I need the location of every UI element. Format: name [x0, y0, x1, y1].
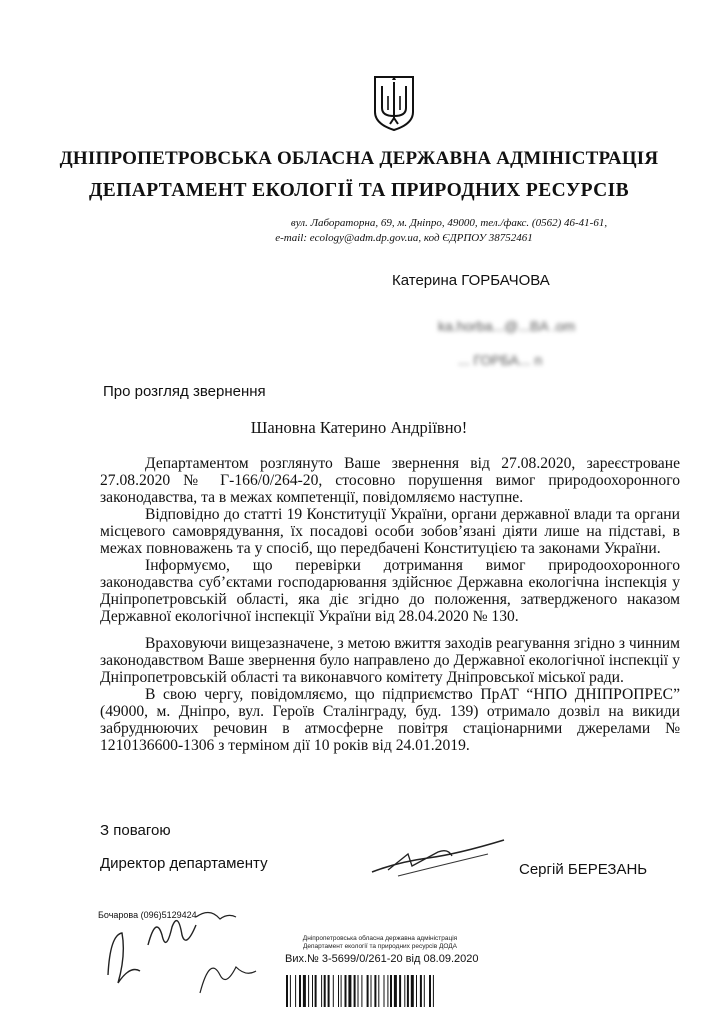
body-paragraph: Інформуємо, що перевірки дотримання вимог природоохоронного законодавства суб’єктами господарювання здійснює Державна екологічна інспекція у Дніпропетровській області, яка діє згідно до положення, затвердженого наказом Державної екологічної інспекції України від 28.04.2020 № 130.	[100, 557, 680, 625]
recipient-line-blurred: ... ГОРБА... n	[458, 352, 543, 368]
letter-body	[100, 455, 680, 754]
barcode-bar	[308, 975, 309, 1007]
barcode-bar	[411, 975, 414, 1007]
barcode	[286, 975, 472, 1007]
barcode-bar	[328, 975, 330, 1007]
closing-phrase: З повагою	[100, 822, 171, 839]
barcode-bar	[348, 975, 351, 1007]
letter-subject: Про розгляд звернення	[103, 383, 266, 400]
barcode-bar	[420, 975, 422, 1007]
barcode-bar	[286, 975, 288, 1007]
barcode-bar	[378, 975, 379, 1007]
barcode-bar	[345, 975, 347, 1007]
outgoing-number: Вих.№ 3-5699/0/261-20 від 08.09.2020	[285, 953, 479, 965]
barcode-bar	[341, 975, 342, 1007]
body-paragraph: Департаментом розглянуто Ваше звернення від 27.08.2020, зареєстроване 27.08.2020 № Г-166/0/264-20, стосовно порушення вимог природоохоронного законодавства, та в межах компетенції, повідомляємо наступне.	[100, 455, 680, 506]
barcode-bar	[390, 975, 392, 1007]
barcode-bar	[333, 975, 334, 1007]
barcode-bar	[433, 975, 434, 1007]
barcode-bar	[371, 975, 372, 1007]
signer-name: Сергій БЕРЕЗАНЬ	[519, 861, 648, 878]
signer-position: Директор департаменту	[100, 855, 268, 872]
department-name: ДЕПАРТАМЕНТ ЕКОЛОГІЇ ТА ПРИРОДНИХ РЕСУРСІВ	[88, 180, 630, 201]
recipient-name: Катерина ГОРБАЧОВА	[392, 272, 550, 289]
barcode-bar	[404, 975, 405, 1007]
barcode-bar	[299, 975, 301, 1007]
handwritten-signature	[368, 832, 508, 882]
body-paragraph: Враховуючи вищезазначене, з метою вжиття заходів реагування згідно з чинним законодавством Ваше звернення було направлено до Державної екологічної інспекції у Дніпропетровській області та виконавчого комітету Дніпровської міської ради.	[100, 635, 680, 686]
contact-line: e-mail: ecology@adm.dp.gov.ua, код ЄДРПОУ 38752461	[275, 232, 533, 244]
barcode-bar	[338, 975, 339, 1007]
barcode-bar	[354, 975, 356, 1007]
org-name: ДНІПРОПЕТРОВСЬКА ОБЛАСНА ДЕРЖАВНА АДМІНІСТРАЦІЯ	[59, 148, 659, 169]
barcode-bar	[367, 975, 369, 1007]
barcode-bar	[295, 975, 296, 1007]
barcode-bar	[321, 975, 322, 1007]
barcode-bar	[407, 975, 409, 1007]
barcode-bar	[384, 975, 385, 1007]
barcode-bar	[429, 975, 431, 1007]
barcode-bar	[361, 975, 362, 1007]
barcode-bar	[312, 975, 313, 1007]
barcode-bar	[399, 975, 401, 1007]
barcode-bar	[424, 975, 425, 1007]
barcode-bar	[358, 975, 359, 1007]
approval-visas	[100, 905, 260, 1000]
barcode-bar	[394, 975, 397, 1007]
recipient-email-blurred: ka.horba...@...BA .om	[438, 318, 576, 334]
registration-stamp	[285, 935, 479, 965]
stamp-dept-line: Департамент екології та природних ресурсів ДОДА	[302, 943, 458, 950]
barcode-bar	[387, 975, 388, 1007]
letter-greeting: Шановна Катерино Андріївно!	[250, 418, 468, 437]
barcode-bar	[290, 975, 291, 1007]
barcode-bar	[374, 975, 376, 1007]
barcode-bar	[416, 975, 417, 1007]
barcode-bar	[324, 975, 326, 1007]
trident-coat-of-arms-icon	[372, 74, 416, 132]
stamp-org-line: Дніпропетровська обласна державна адміністрація	[302, 935, 458, 942]
body-paragraph: Відповідно до статті 19 Конституції України, органи державної влади та органи місцевого самоврядування, їх посадові особи зобов’язані діяти лише на підставі, в межах повноважень та у спосіб, що передбачені Конституцією та законами України.	[100, 506, 680, 557]
barcode-bar	[303, 975, 306, 1007]
address-line: вул. Лабораторна, 69, м. Дніпро, 49000, тел./факс. (0562) 46-41-61,	[290, 217, 608, 229]
body-paragraph: В свою чергу, повідомляємо, що підприємство ПрАТ “НПО ДНІПРОПРЕС” (49000, м. Дніпро, вул. Героїв Сталінграду, буд. 139) отримало дозвіл на викиди забруднюючих речовин в атмосферне повітря стаціонарними джерелами № 1210136600-1306 з терміном дії 10 років від 24.01.2019.	[100, 686, 680, 754]
executor-contact: Бочарова (096)5129424	[98, 910, 197, 920]
barcode-bar	[315, 975, 317, 1007]
